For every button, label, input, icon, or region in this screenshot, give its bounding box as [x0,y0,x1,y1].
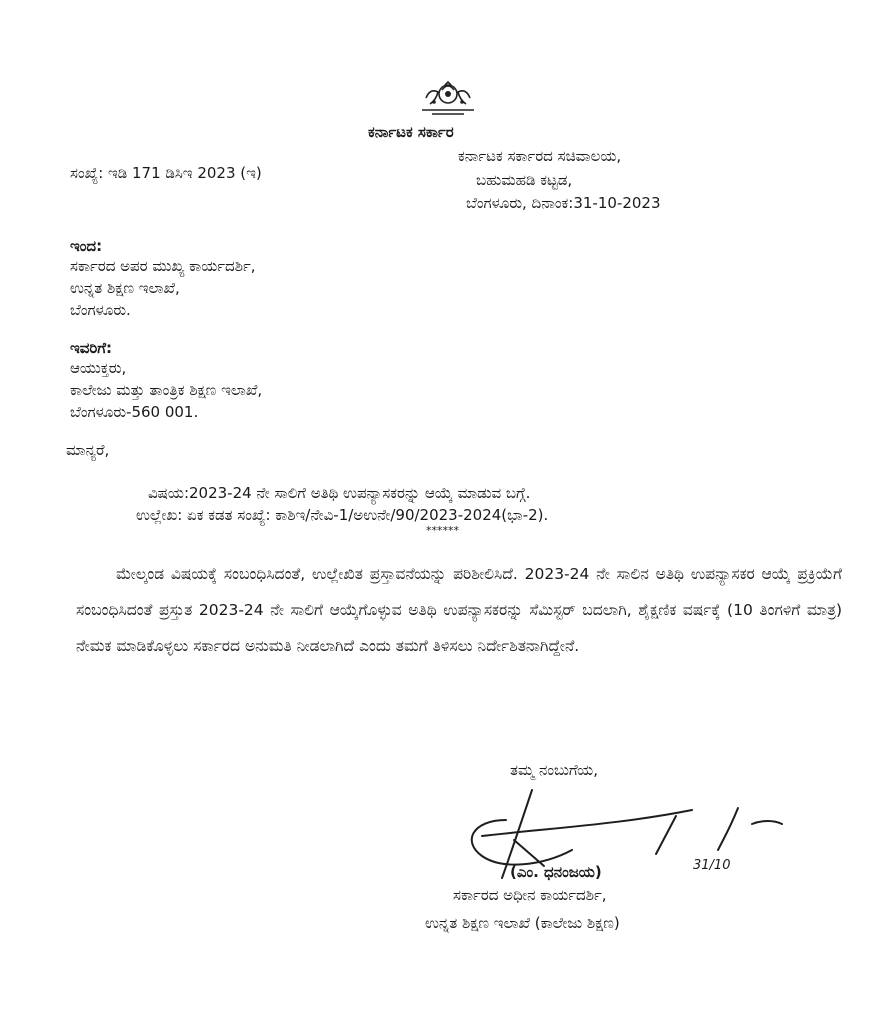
signatory-department: ಉನ್ನತ ಶಿಕ್ಷಣ ಇಲಾಖೆ (ಕಾಲೇಜು ಶಿಕ್ಷಣ) [425,914,620,932]
to-line-1: ಆಯುಕ್ತರು, [70,359,127,377]
subject-line: ವಿಷಯ:2023-24 ನೇ ಸಾಲಿಗೆ ಅತಿಥಿ ಉಪನ್ಯಾಸಕರನ್ನು ಆಯ್ಕೆ ಮಾಡುವ ಬಗ್ಗೆ. [148,484,531,502]
from-line-2: ಉನ್ನತ ಶಿಕ್ಷಣ ಇಲಾಖೆ, [70,279,180,297]
reference-line: ಉಲ್ಲೇಖ: ಏಕ ಕಡತ ಸಂಖ್ಯೆ: ಕಾಶಿಇ/ನೇವಿ-1/ಅಉನೇ/90/2023-2024(ಭಾ-2). [136,506,549,524]
government-title: ಕರ್ನಾಟಕ ಸರ್ಕಾರ [368,123,454,141]
reference-number: ಸಂಖ್ಯೆ: ಇಡಿ 171 ಡಿಸಿಇ 2023 (ಇ) [70,164,262,182]
to-line-3: ಬೆಂಗಳೂರು-560 001. [70,403,199,421]
office-address-line-2: ಬಹುಮಹಡಿ ಕಟ್ಟಡ, [476,171,573,189]
karnataka-emblem-icon [412,80,484,118]
letter-body: ಮೇಲ್ಕಂಡ ವಿಷಯಕ್ಕೆ ಸಂಬಂಧಿಸಿದಂತೆ, ಉಲ್ಲೇಖಿತ ಪ್ರಸ್ತಾವನೆಯನ್ನು ಪರಿಶೀಲಿಸಿದೆ. 2023-24 ನೇ ಸಾಲಿನ ಅತಿಥಿ ಉಪನ್ಯಾಸಕರ ಆಯ್ಕೆ ಪ್ರಕ್ರಿಯೆಗೆ ಸಂಬಂಧಿಸಿದಂತೆ ಪ್ರಸ್ತುತ 2023-24 ನೇ ಸಾಲಿಗೆ ಆಯ್ಕೆಗೊಳ್ಳುವ ಅತಿಥಿ ಉಪನ್ಯಾಸಕರನ್ನು ಸೆಮಿಸ್ಟರ್ ಬದಲಾಗಿ, ಶೈಕ್ಷಣಿಕ ವರ್ಷಕ್ಕೆ (10 ತಿಂಗಳಿಗೆ ಮಾತ್ರ) ನೇಮಕ ಮಾಡಿಕೊಳ್ಳಲು ಸರ್ಕಾರದ ಅನುಮತಿ ನೀಡಲಾಗಿದೆ ಎಂದು ತಮಗೆ ತಿಳಿಸಲು ನಿರ್ದೇಶಿತನಾಗಿದ್ದೇನೆ. [76,565,842,655]
signature-date-note: 31/10 [693,858,731,873]
to-line-2: ಕಾಲೇಜು ಮತ್ತು ತಾಂತ್ರಿಕ ಶಿಕ್ಷಣ ಇಲಾಖೆ, [70,381,263,399]
office-address-line-1: ಕರ್ನಾಟಕ ಸರ್ಕಾರದ ಸಚಿವಾಲಯ, [458,147,622,165]
from-line-3: ಬೆಂಗಳೂರು. [70,301,131,319]
signatory-name: (ಎಂ. ಧನಂಜಯ) [510,863,602,881]
office-address-date: ಬೆಂಗಳೂರು, ದಿನಾಂಕ:31-10-2023 [466,194,661,212]
from-line-1: ಸರ್ಕಾರದ ಅಪರ ಮುಖ್ಯ ಕಾರ್ಯದರ್ಶಿ, [70,257,256,275]
separator: ****** [426,524,459,537]
closing: ತಮ್ಮ ನಂಬುಗೆಯ, [510,761,599,779]
from-label: ಇಂದ: [70,237,103,255]
salutation: ಮಾನ್ಯರೆ, [66,441,110,459]
to-label: ಇವರಿಗೆ: [70,339,113,357]
signatory-designation: ಸರ್ಕಾರದ ಅಧೀನ ಕಾರ್ಯದರ್ಶಿ, [453,886,607,904]
